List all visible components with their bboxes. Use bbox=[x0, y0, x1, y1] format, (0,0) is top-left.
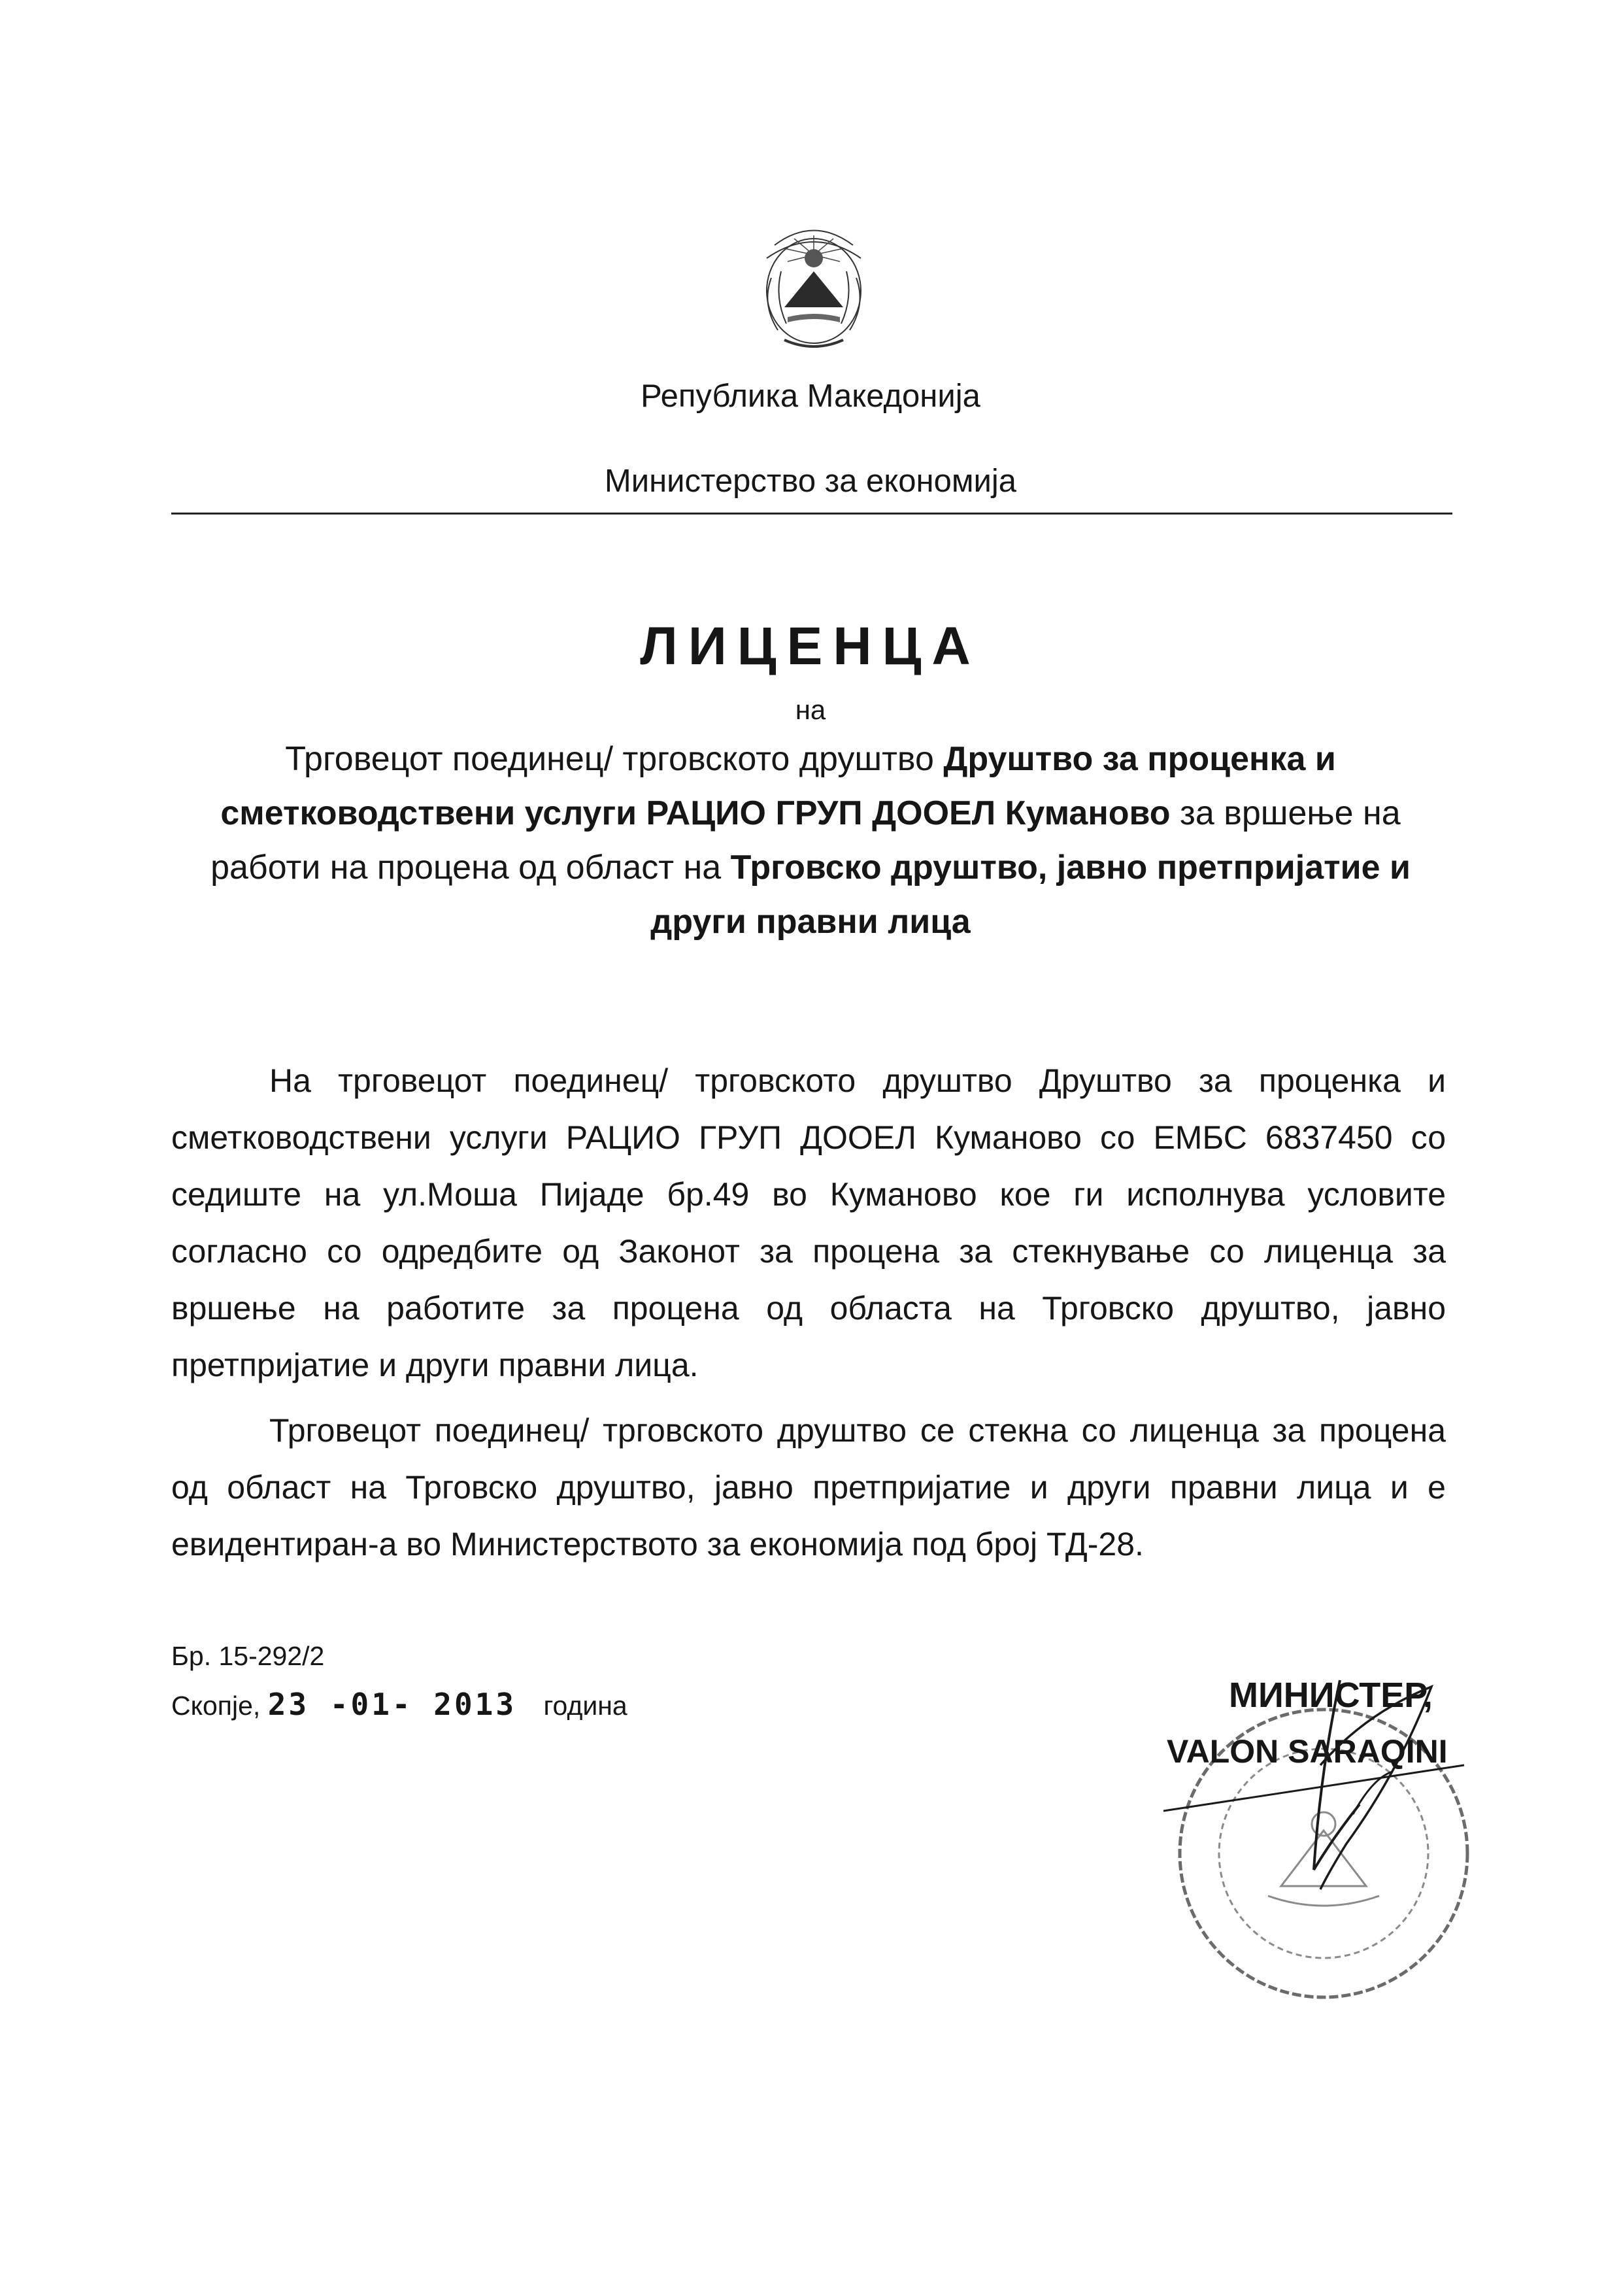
state-emblem-icon bbox=[748, 219, 879, 356]
body-paragraph-1 bbox=[171, 1053, 1446, 1394]
place-and-date bbox=[171, 1687, 627, 1722]
title-preposition: на bbox=[795, 694, 826, 725]
minister-title: МИНИСТЕР, bbox=[1229, 1676, 1433, 1715]
handwritten-signature-icon bbox=[1124, 1674, 1490, 1948]
body-paragraph-2 bbox=[171, 1402, 1446, 1573]
license-subject bbox=[196, 732, 1425, 949]
year-word: година bbox=[543, 1691, 627, 1721]
paragraph-1-text: На трговецот поединец/ трговското друштво Друштво за проценка и сметководствени услуги РАЦИО ГРУП ДООЕЛ Куманово со ЕМБС 6837450 со седиште на ул.Моша Пијаде бр.49 во Куманово кое ги исполнува условите согласно со одредбите од Законот за процена за стекнување со лиценца за вршење на работите за процена од областа на Трговско друштво, јавно претпријатие и други правни лица. bbox=[171, 1062, 1446, 1383]
subject-text-1: Трговецот поединец/ трговското друштво bbox=[285, 740, 944, 778]
minister-name: VALON SARAQINI bbox=[1167, 1733, 1448, 1770]
subject-text-2: за вршење на работи на процена од област на bbox=[210, 794, 1401, 886]
header-divider bbox=[171, 513, 1452, 515]
paragraph-2-text: Трговецот поединец/ трговското друштво се стекна со лиценца за процена од област на Трговско друштво, јавно претпријатие и други правни лица и е евидентиран-а во Министерството за економија под број ТД-28. bbox=[171, 1412, 1446, 1562]
subject-field: Трговско друштво, јавно претпријатие и други правни лица bbox=[650, 849, 1411, 941]
country-name: Република Македонија bbox=[641, 379, 980, 414]
document-title: ЛИЦЕНЦА bbox=[640, 616, 981, 676]
subject-company-name: Друштво за проценка и сметководствени услуги РАЦИО ГРУП ДООЕЛ Куманово bbox=[220, 740, 1336, 832]
place-label: Скопје, bbox=[171, 1691, 261, 1721]
ministry-name: Министерство за економија bbox=[604, 464, 1017, 499]
reference-number: Бр. 15-292/2 bbox=[171, 1641, 325, 1671]
date-stamp: 23 -01- 2013 bbox=[267, 1687, 517, 1722]
